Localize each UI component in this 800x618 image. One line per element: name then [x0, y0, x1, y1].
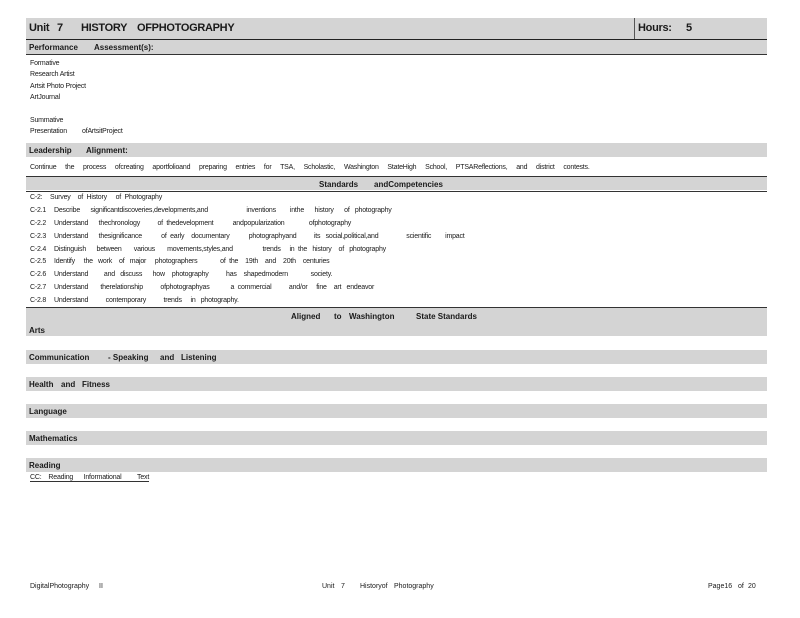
formative-line: Research Artist — [30, 71, 75, 78]
standards-heading: Standards — [319, 180, 359, 189]
section-arts: Arts — [29, 326, 46, 335]
footer-course-level: II — [99, 583, 103, 590]
performance-assessment-bar — [26, 40, 767, 55]
summative-label: Summative — [30, 117, 64, 124]
standard-code: C-2.4 — [30, 246, 47, 253]
footer-of: of — [738, 583, 744, 590]
standard-code: C-2.2 — [30, 220, 47, 227]
standard-code: C-2.6 — [30, 271, 47, 278]
competencies-heading: andCompetencies — [374, 180, 443, 189]
standard-text: Understand thesignificance of early documentary photographyand its social,political,and scientific impact — [54, 233, 465, 240]
unit-number: 7 — [57, 22, 63, 34]
communication-bar — [26, 350, 767, 364]
section-language: Language — [29, 407, 67, 416]
unit-title-photography: OFPHOTOGRAPHY — [137, 22, 235, 34]
formative-line: Artsit Photo Project — [30, 83, 86, 90]
section-reading: Reading — [29, 461, 61, 470]
standard-text: Understand thechronology of thedevelopment andpopularization ofphotography — [54, 220, 352, 227]
formative-label: Formative — [30, 60, 60, 67]
standard-code: C-2.8 — [30, 297, 47, 304]
aligned-to: to — [334, 312, 342, 321]
health-fitness-bar — [26, 377, 767, 391]
footer-course: DigitalPhotography — [30, 583, 90, 590]
section-health: Health — [29, 380, 54, 389]
footer-total-pages: 20 — [748, 583, 756, 590]
reading-bar — [26, 458, 767, 472]
health-fitness: Fitness — [82, 380, 111, 389]
standard-code: C-2.1 — [30, 207, 47, 214]
leadership-alignment-bar — [26, 143, 767, 157]
footer-unit-title-2: Photography — [394, 583, 434, 590]
aligned-state-standards: State Standards — [416, 312, 477, 321]
hours-value: 5 — [686, 22, 692, 34]
reading-standard-line: CC: Reading Informational Text — [30, 474, 150, 481]
aligned-heading: Aligned — [291, 312, 321, 321]
header-divider — [634, 18, 635, 39]
footer-page: Page16 — [708, 583, 733, 590]
alignment-heading: Alignment: — [86, 146, 128, 155]
standard-text: Distinguish between various movements,styles,and trends in the history of photography — [54, 246, 386, 253]
mathematics-bar — [26, 431, 767, 445]
communication-listening: Listening — [181, 353, 217, 362]
aligned-standards-bar — [26, 308, 767, 336]
summative-presentation: Presentation — [30, 128, 67, 135]
leadership-heading: Leadership — [29, 146, 72, 155]
footer-unit-number: 7 — [341, 583, 345, 590]
standard-code: C-2: — [30, 194, 43, 201]
unit-label: Unit — [29, 22, 50, 34]
performance-heading: Performance — [29, 43, 78, 52]
standard-text: Describe significantdiscoveries,developments,and inventions inthe history of photography — [54, 207, 392, 214]
aligned-washington: Washington — [349, 312, 395, 321]
assessment-heading: Assessment(s): — [94, 43, 154, 52]
unit-header-bar — [26, 18, 767, 40]
footer-unit-title: Historyof — [360, 583, 388, 590]
standard-text: Understand contemporary trends in photography. — [54, 297, 239, 304]
section-mathematics: Mathematics — [29, 434, 78, 443]
communication-speaking: - Speaking — [108, 353, 149, 362]
standard-code: C-2.3 — [30, 233, 47, 240]
section-communication: Communication — [29, 353, 90, 362]
unit-title-history: HISTORY — [81, 22, 128, 34]
language-bar — [26, 404, 767, 418]
summative-project: ofArtsitProject — [82, 128, 123, 135]
communication-and: and — [160, 353, 175, 362]
standards-bar — [26, 177, 767, 190]
standard-text: Survey of History of Photography — [50, 194, 163, 201]
standard-text: Identify the work of major photographers of the 19th and 20th centuries — [54, 258, 330, 265]
leadership-text: Continue the process ofcreating aportfolioand preparing entries for TSA, Scholastic, Washington StateHigh School, PTSAReflections, and district contests. — [30, 164, 590, 171]
standard-text: Understand therelationship ofphotographyas a commercial and/or fine art endeavor — [54, 284, 375, 291]
divider — [26, 191, 767, 192]
footer-unit: Unit — [322, 583, 335, 590]
standard-code: C-2.7 — [30, 284, 47, 291]
standard-text: Understand and discuss how photography has shapedmodern society. — [54, 271, 333, 278]
hours-label: Hours: — [638, 22, 672, 34]
formative-line: ArtJournal — [30, 94, 60, 101]
health-and: and — [61, 380, 76, 389]
standard-code: C-2.5 — [30, 258, 47, 265]
